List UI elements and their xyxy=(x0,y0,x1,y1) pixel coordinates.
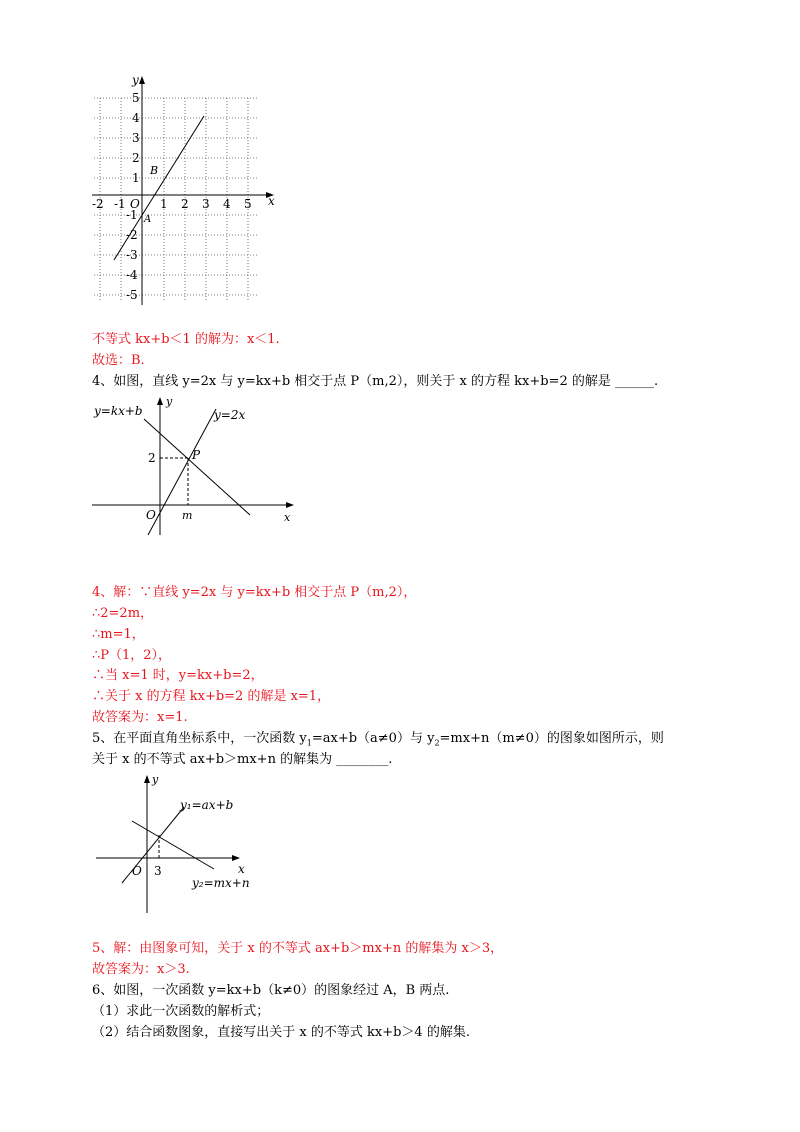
fig1-y-tick: -2 xyxy=(126,228,138,242)
q5-question-line2: 关于 x 的不等式 ax+b＞mx+n 的解集为 ________. xyxy=(92,752,393,767)
figure-2-intersecting-lines xyxy=(92,395,312,545)
fig1-y-tick: 4 xyxy=(132,111,140,125)
fig2-axis-x-label: x xyxy=(284,511,291,524)
q5-answer-line: 故答案为：x＞3. xyxy=(92,962,190,977)
fig1-y-tick: 2 xyxy=(132,151,140,165)
fig2-point-label: P xyxy=(192,448,201,462)
fig1-x-tick: 5 xyxy=(244,197,252,211)
fig2-line1-label: y=kx+b xyxy=(94,404,143,418)
q3-answer-line: 不等式 kx+b＜1 的解为：x＜1. xyxy=(92,332,280,347)
fig1-y-tick: 1 xyxy=(132,171,140,185)
fig3-axis-x-label: x xyxy=(238,862,245,876)
q5-solution-line: 5、解：由图象可知，关于 x 的不等式 ax+b＞mx+n 的解集为 x＞3， xyxy=(92,941,504,956)
fig2-origin-label: O xyxy=(146,508,156,522)
fig1-x-tick: -1 xyxy=(114,197,126,211)
q4-question: 4、如图，直线 y=2x 与 y=kx+b 相交于点 P（m,2），则关于 x 的方程 kx+b=2 的解是 ______. xyxy=(92,374,659,389)
q4-answer-line: 故答案为：x=1. xyxy=(92,710,188,725)
fig1-point-b-label: B xyxy=(150,164,159,177)
fig1-y-tick: -1 xyxy=(126,208,138,222)
fig1-axis-x-label: x xyxy=(268,194,275,208)
fig1-y-tick: 5 xyxy=(132,91,140,105)
q4-solution-line: ∴P（1，2）， xyxy=(92,648,172,663)
fig3-axis-y-label: y xyxy=(152,773,159,786)
fig1-y-tick: 3 xyxy=(132,131,140,145)
q4-solution-line: ∴关于 x 的方程 kx+b=2 的解是 x=1， xyxy=(92,689,331,704)
fig1-point-a-label: A xyxy=(144,214,152,225)
fig2-line2-label: y=2x xyxy=(214,408,246,422)
figure-1-grid-graph xyxy=(88,70,288,320)
q4-solution-line: ∴当 x=1 时，y=kx+b=2， xyxy=(92,668,264,683)
fig1-y-tick: -5 xyxy=(126,288,138,302)
fig1-axis-y-label: y xyxy=(132,73,139,87)
fig1-x-tick: 1 xyxy=(160,197,168,211)
fig1-x-tick: 3 xyxy=(202,197,210,211)
fig1-y-tick: -3 xyxy=(126,248,138,262)
q4-solution-line: ∴m=1， xyxy=(92,627,145,642)
q6-part2: （2）结合函数图象，直接写出关于 x 的不等式 kx+b＞4 的解集. xyxy=(92,1025,470,1040)
fig3-line1-label: y₁=ax+b xyxy=(180,798,234,812)
figure-3-intersecting-lines xyxy=(92,773,312,918)
fig2-x-value-label: m xyxy=(182,509,193,522)
q6-question: 6、如图，一次函数 y=kx+b（k≠0）的图象经过 A，B 两点. xyxy=(92,983,450,998)
q3-choice-line: 故选：B. xyxy=(92,353,145,368)
fig2-axis-y-label: y xyxy=(166,395,173,408)
q4-solution-line: 4、解：∵直线 y=2x 与 y=kx+b 相交于点 P（m,2）， xyxy=(92,585,417,600)
fig1-x-tick: -2 xyxy=(92,197,104,211)
fig1-origin-label: O xyxy=(130,197,140,211)
fig1-y-tick: -4 xyxy=(126,268,138,282)
fig1-x-tick: 4 xyxy=(223,197,231,211)
q4-solution-line: ∴2=2m， xyxy=(92,606,154,621)
fig3-x-value-label: 3 xyxy=(154,864,162,878)
fig3-line2-label: y₂=mx+n xyxy=(192,876,250,890)
q6-part1: （1）求此一次函数的解析式； xyxy=(92,1004,270,1019)
fig1-x-tick: 2 xyxy=(181,197,189,211)
q5-question-line1: 5、在平面直角坐标系中，一次函数 $y_1=ax+b(a\ne 0)$与 $y_2=mx+n(m\ne 0)$的图象如图所示，则 xyxy=(92,731,664,748)
fig3-origin-label: O xyxy=(132,864,142,878)
fig2-y-value-label: 2 xyxy=(148,451,156,465)
